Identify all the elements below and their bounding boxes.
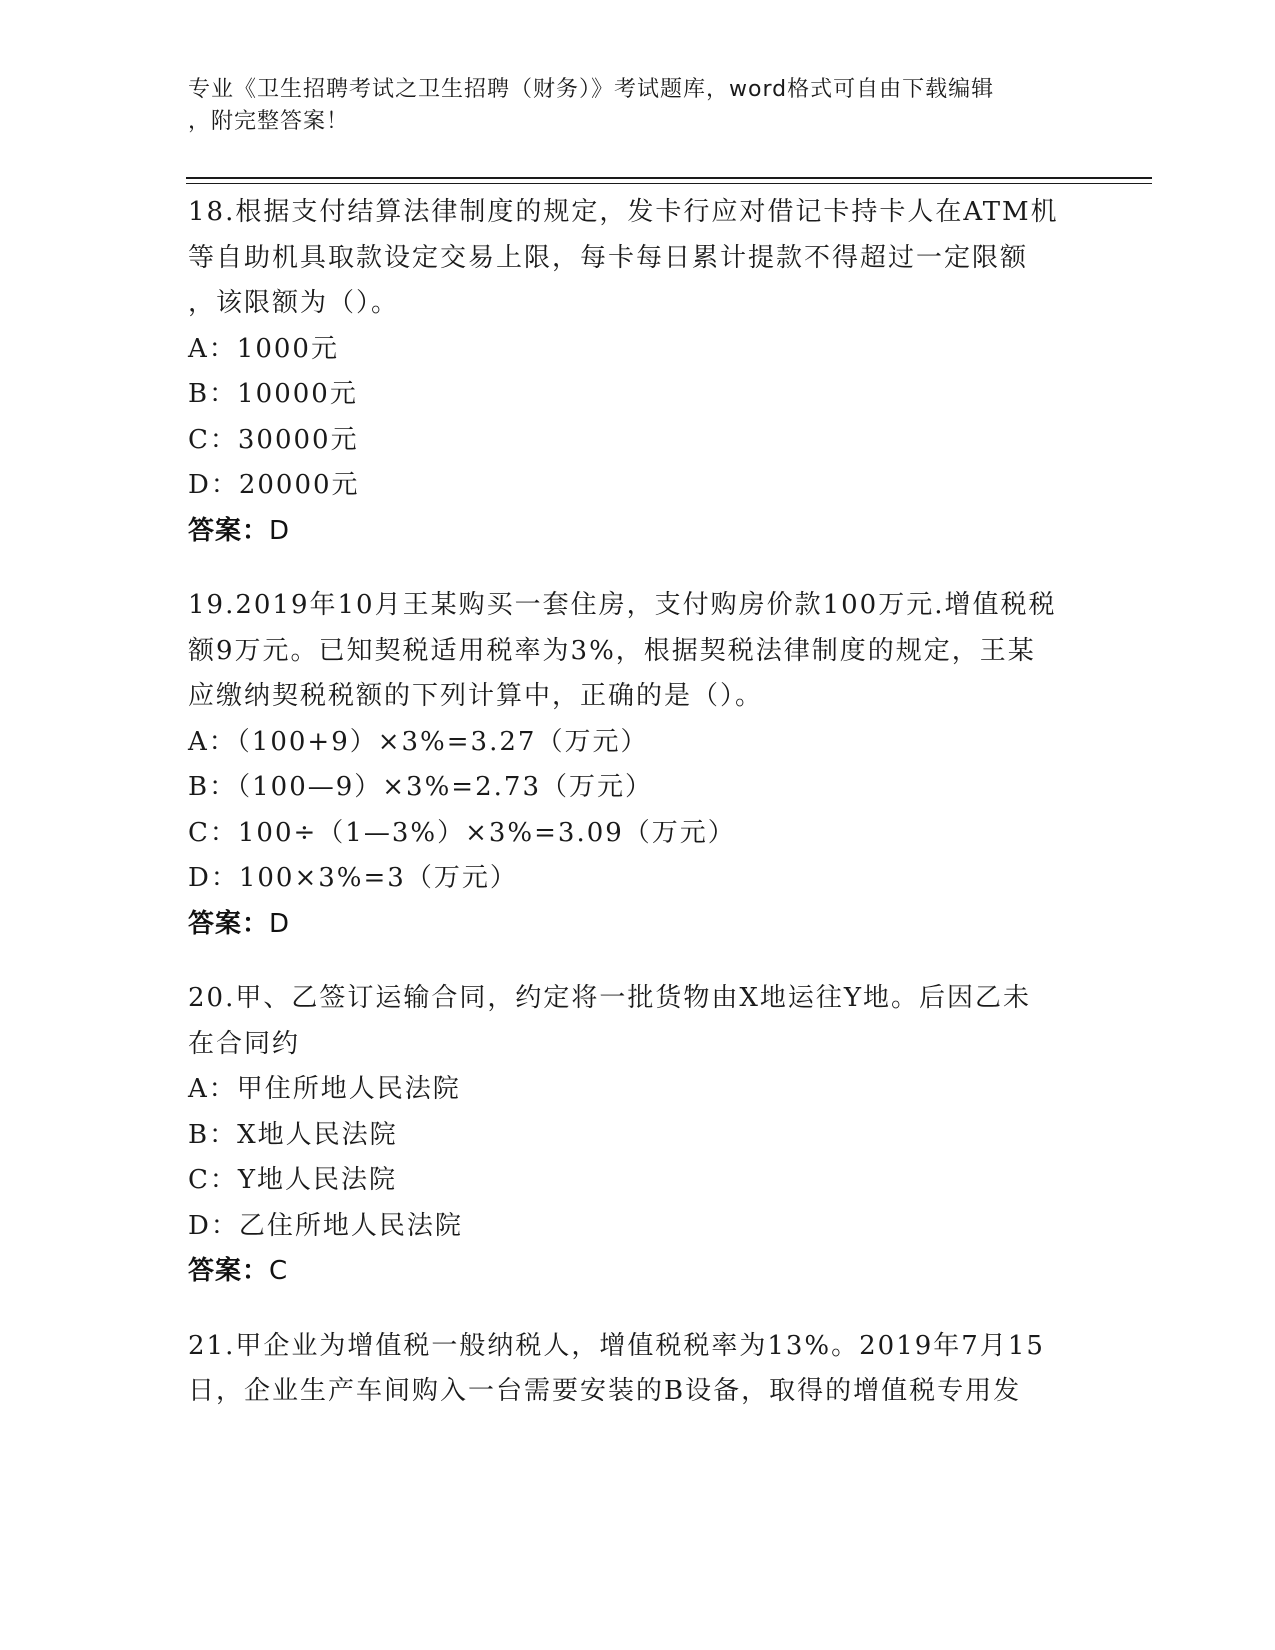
- option-d: D：20000元: [188, 470, 360, 500]
- option-b: B：（100—9）×3%=2.73（万元）: [188, 772, 653, 802]
- question-text-line: 额9万元。已知契税适用税率为3%，根据契税法律制度的规定，王某: [188, 635, 1036, 666]
- answer-label: 答案：: [188, 515, 270, 546]
- header-line-1: 专业《卫生招聘考试之卫生招聘（财务）》考试题库，word格式可自由下载编辑: [188, 77, 995, 102]
- question-text-line: ，该限额为（）。: [188, 288, 400, 318]
- header-divider-thin: [186, 183, 1152, 184]
- option-b: B：10000元: [188, 379, 358, 409]
- question-text-line: 20.甲、乙签订运输合同，约定将一批货物由X地运往Y地。后因乙未: [188, 983, 1032, 1013]
- option-a: A：甲住所地人民法院: [188, 1074, 461, 1104]
- answer-line: [188, 1249, 1088, 1295]
- option-b: B：X地人民法院: [188, 1119, 398, 1150]
- option-a: A：1000元: [188, 333, 339, 364]
- header-line-2: ，附完整答案！: [188, 109, 350, 134]
- question-text-line: 18.根据支付结算法律制度的规定，发卡行应对借记卡持卡人在ATM机: [188, 197, 1059, 227]
- question-text-line: 19.2019年10月王某购买一套住房，支付购房价款100万元.增值税税: [188, 590, 1057, 620]
- question-21: [188, 1324, 1088, 1415]
- option-c: C：Y地人民法院: [188, 1165, 398, 1195]
- answer-value: D: [269, 908, 291, 939]
- option-d: D：乙住所地人民法院: [188, 1210, 463, 1241]
- answer-value: C: [269, 1256, 289, 1286]
- answer-value: D: [269, 515, 291, 546]
- question-text-line: 日，企业生产车间购入一台需要安装的B设备，取得的增值税专用发: [188, 1376, 1022, 1406]
- question-18: [188, 190, 1088, 554]
- question-19: [188, 583, 1088, 947]
- question-text-line: 在合同约: [188, 1028, 301, 1059]
- answer-line: [188, 902, 1088, 948]
- answer-line: [188, 509, 1088, 555]
- question-list: [188, 190, 1088, 1444]
- question-text-line: 等自助机具取款设定交易上限，每卡每日累计提款不得超过一定限额: [188, 242, 1029, 273]
- header-divider-thick: [186, 177, 1152, 179]
- question-text-line: 应缴纳契税税额的下列计算中，正确的是（）。: [188, 681, 764, 711]
- option-c: C：100÷（1—3%）×3%=3.09（万元）: [188, 817, 736, 848]
- option-d: D：100×3%=3（万元）: [188, 863, 518, 893]
- answer-label: 答案：: [188, 1256, 270, 1286]
- option-c: C：30000元: [188, 424, 359, 455]
- question-20: [188, 976, 1088, 1295]
- document-header: [188, 74, 1068, 138]
- question-text-line: 21.甲企业为增值税一般纳税人，增值税税率为13%。2019年7月15: [188, 1330, 1045, 1361]
- answer-label: 答案：: [188, 908, 270, 939]
- option-a: A：（100+9）×3%=3.27（万元）: [188, 726, 649, 757]
